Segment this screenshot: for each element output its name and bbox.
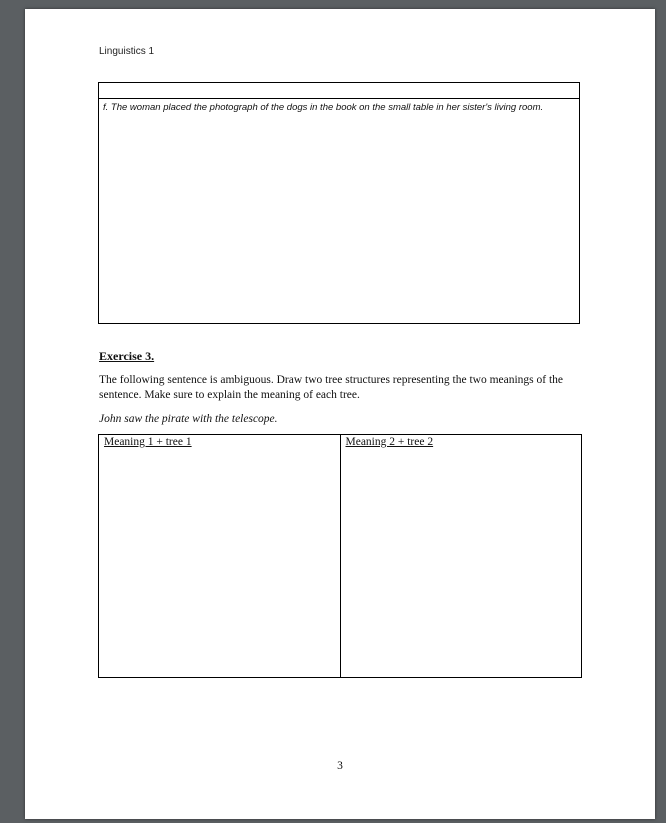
item-f-text: f. The woman placed the photograph of the dogs in the book on the small table in her sister's living room. (103, 102, 544, 113)
tree-cell-meaning-2 (340, 435, 582, 677)
answer-box-f (98, 82, 580, 324)
tree-cell-label: Meaning 2 + tree 2 (345, 436, 434, 448)
exercise-3-title: Exercise 3. (99, 349, 155, 363)
exercise-3-sentence: John saw the pirate with the telescope. (99, 413, 278, 425)
exercise-3-instructions: The following sentence is ambiguous. Draw two tree structures representing the two meanings of the sentence. Make sure to explain the meaning of each tree. (99, 374, 564, 401)
page-header: Linguistics 1 (99, 46, 155, 57)
page-number: 3 (337, 760, 343, 772)
document-page (25, 9, 655, 819)
tree-answer-table (98, 434, 582, 678)
tree-cell-label: Meaning 1 + tree 1 (104, 436, 192, 448)
answer-box-top-strip (99, 83, 579, 99)
tree-cell-meaning-1 (99, 435, 340, 677)
